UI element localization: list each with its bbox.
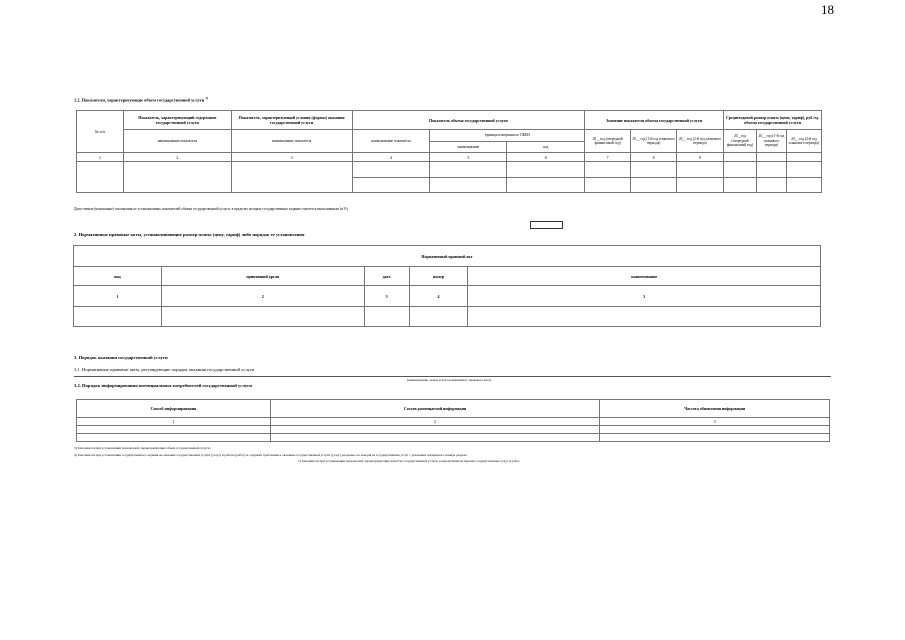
- col-header-date: дата: [364, 267, 409, 286]
- col-header-name-conditions: наименование показателя: [231, 130, 352, 153]
- col-header-name: наименование: [468, 267, 821, 286]
- volume-indicators-table: [76, 110, 822, 193]
- table-cell: [756, 178, 786, 193]
- col-number: 3: [231, 153, 352, 162]
- col-header-number: номер: [409, 267, 468, 286]
- table-cell: [786, 153, 821, 162]
- col-header-conditions: Показатель, характеризующий условия (формы) оказания государственной услуги: [231, 111, 352, 130]
- deviation-text: Допустимые (возможные) отклонения от установленных показателей объема государственной услуги, в пределах которых государственное задание считается выполненным (в %): [74, 207, 348, 211]
- col-number: 3: [364, 286, 409, 307]
- col-header-fee-year-3: 20__ год (2-й год планового периода): [786, 130, 821, 153]
- footnote-mark: 3): [205, 96, 208, 100]
- legal-act-title: Нормативный правовой акт: [74, 246, 821, 267]
- table-cell: [77, 426, 271, 434]
- table-cell: [786, 178, 821, 193]
- section-3-2-heading: 3.2. Порядок информирования потенциальных потребителей государственной услуги: [74, 383, 252, 388]
- footnote-3: 5) Заполняется при установлении показателей, характеризующих качество государственной услуги, в ведомственном перечне государственных услуг и работ.: [298, 459, 521, 463]
- table-cell: [430, 162, 507, 178]
- table-cell: [724, 162, 757, 178]
- col-number: 1: [77, 418, 271, 426]
- table-cell: [352, 178, 430, 193]
- section-3-1-line: [74, 376, 831, 377]
- table-cell: [507, 162, 585, 178]
- table-cell: [756, 153, 786, 162]
- col-header-no: № п/п: [77, 111, 124, 153]
- col-header-type: вид: [74, 267, 162, 286]
- col-header-name-content: наименование показателя: [123, 130, 231, 153]
- col-header-okei-code: код: [507, 142, 585, 153]
- table-cell: [786, 162, 821, 178]
- col-header-volume: Показатель объема государственной услуги: [352, 111, 585, 130]
- legal-acts-table: [73, 245, 821, 327]
- col-header-avg-fee: Среднегодовой размер платы (цена, тариф), руб./ед. объема государственной услуги: [724, 111, 822, 130]
- table-cell: [600, 426, 830, 434]
- table-cell: [270, 434, 600, 442]
- col-header-method: Способ информирования: [77, 400, 271, 418]
- table-cell: [74, 307, 162, 327]
- table-cell: [756, 162, 786, 178]
- table-cell: [677, 162, 724, 178]
- col-number: 3: [600, 418, 830, 426]
- col-number: 1: [77, 153, 124, 162]
- col-number: 9: [677, 153, 724, 162]
- section-3-1-heading: 3.1. Нормативные правовые акты, регулирующие порядок оказания государственной услуги: [74, 367, 255, 372]
- col-header-okei-name: наименование: [430, 142, 507, 153]
- col-header-fee-year-2: 20__ год (1-й год планового периода): [756, 130, 786, 153]
- information-table: [76, 399, 830, 442]
- table-cell: [161, 307, 364, 327]
- section-3-1-caption: (наименование, номер и дата нормативного правового акта): [407, 378, 491, 382]
- table-cell: [352, 162, 430, 178]
- col-number: 7: [585, 153, 631, 162]
- col-header-year-2: 20__ год (1-й год планового периода): [631, 130, 677, 153]
- col-number: 2: [161, 286, 364, 307]
- col-number: 2: [270, 418, 600, 426]
- col-header-year-1: 20__год (очередной финансовый год): [585, 130, 631, 153]
- footnote-1: 3) Заполняется при установлении показателей, характеризующих объем государственной услуги.: [74, 446, 211, 450]
- col-number: 4: [409, 286, 468, 307]
- col-number: 2: [123, 153, 231, 162]
- table-cell: [677, 178, 724, 193]
- page-number: 18: [821, 2, 834, 17]
- table-cell: [724, 178, 757, 193]
- col-number: 8: [631, 153, 677, 162]
- col-header-values: Значение показателя объема государственной услуги: [585, 111, 724, 130]
- section-2-heading: 2. Нормативные правовые акты, устанавливающие размер платы (цену, тариф) либо порядок ее установления: [74, 232, 305, 237]
- col-number: 4: [352, 153, 430, 162]
- table-cell: [364, 307, 409, 327]
- col-number: 6: [507, 153, 585, 162]
- col-header-year-3: 20__ год (2-й год планового периода): [677, 130, 724, 153]
- table-cell: [430, 178, 507, 193]
- table-cell: [585, 178, 631, 193]
- col-header-frequency: Частота обновления информации: [600, 400, 830, 418]
- col-number: 5: [468, 286, 821, 307]
- table-cell: [468, 307, 821, 327]
- col-header-content: Показатель, характеризующий содержание государственной услуги: [123, 111, 231, 130]
- table-cell: [631, 178, 677, 193]
- col-header-content: Состав размещаемой информации: [270, 400, 600, 418]
- col-header-authority: принявший орган: [161, 267, 364, 286]
- table-cell: [231, 162, 352, 193]
- section-1-2-heading: [74, 96, 208, 102]
- table-cell: [123, 162, 231, 193]
- table-cell: [507, 178, 585, 193]
- col-number: 5: [430, 153, 507, 162]
- footnote-2: 4) Заполняется при установлении государственного задания на оказание государственной услуги (услуг) и работы (работ) и содержит требования к оказанию государственной услуги (услуг) раздельно по каждой из государственных услуг с указанием порядкового номера раздела.: [74, 453, 468, 457]
- col-header-fee-year-1: 20__год (очередной финансовый год): [724, 130, 757, 153]
- table-cell: [631, 162, 677, 178]
- table-cell: [600, 434, 830, 442]
- table-cell: [270, 426, 600, 434]
- table-cell: [724, 153, 757, 162]
- table-cell: [77, 162, 124, 193]
- col-number: 1: [74, 286, 162, 307]
- col-header-indicator-name: наименование показателя: [352, 130, 430, 153]
- deviation-value-box: [530, 221, 563, 229]
- col-header-okei: единица измерения по ОКЕИ: [430, 130, 585, 142]
- table-cell: [77, 434, 271, 442]
- table-cell: [585, 162, 631, 178]
- section-3-heading: 3. Порядок оказания государственной услуги: [74, 355, 168, 360]
- table-cell: [409, 307, 468, 327]
- section-1-2-heading-text: 1.2. Показатели, характеризующие объем государственной услуги: [74, 97, 205, 103]
